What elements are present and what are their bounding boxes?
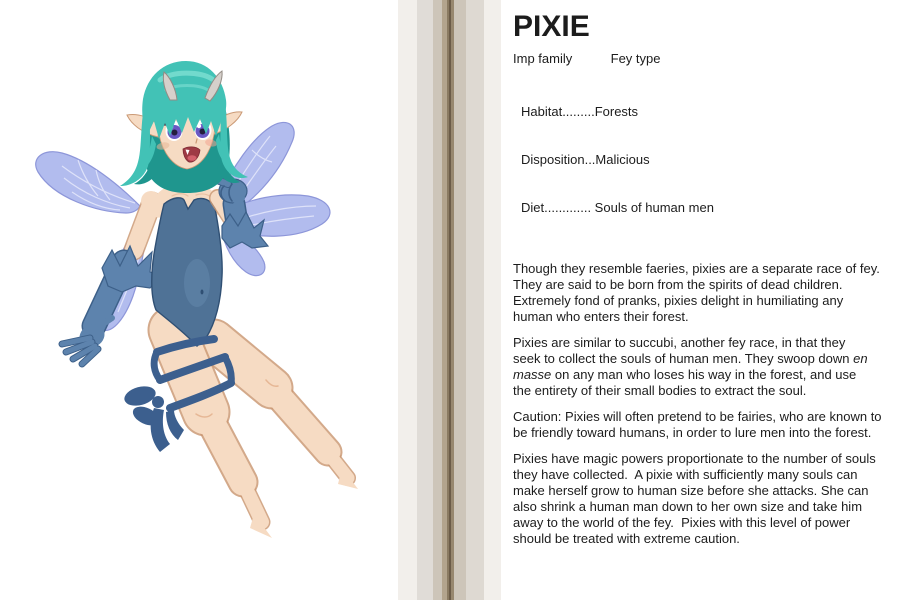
family-label: Imp family bbox=[513, 51, 573, 66]
paragraph: Pixies have magic powers proportionate to the number of souls they have collected. A pixie with sufficiently many souls can make herself grow to human size before she attacks. She can also shrink a human man down to her own size and take him away to the world of the fey. Pixies with this level of power should be treated with extreme caution. bbox=[513, 451, 876, 546]
stats-block bbox=[513, 72, 896, 248]
stat-diet: Diet............. Souls of human men bbox=[521, 200, 714, 215]
head bbox=[120, 61, 248, 193]
stat-disposition: Disposition...Malicious bbox=[521, 152, 650, 167]
paragraph: Caution: Pixies will often pretend to be fairies, who are known to be friendly toward humans, in order to lure men into the forest. bbox=[513, 409, 882, 440]
body-paragraphs bbox=[513, 261, 896, 547]
stat-habitat: Habitat.........Forests bbox=[521, 104, 639, 119]
paragraph: Pixies are similar to succubi, another fey race, in that they seek to collect the souls of human men. They swoop down en masse on any man who loses his way in the forest, and use the entirety of their small bodies to extract the soul. bbox=[513, 335, 868, 398]
type-label: Fey type bbox=[610, 51, 661, 66]
article bbox=[513, 0, 896, 557]
paragraph: Though they resemble faeries, pixies are a separate race of fey. They are said to be born from the spirits of dead children. Extremely fond of pranks, pixies delight in humiliating any human who enters their forest. bbox=[513, 261, 880, 324]
left-arm-glove bbox=[62, 202, 162, 364]
classification-row bbox=[513, 51, 896, 66]
page-title: PIXIE bbox=[513, 10, 590, 43]
book-spine bbox=[398, 0, 501, 600]
